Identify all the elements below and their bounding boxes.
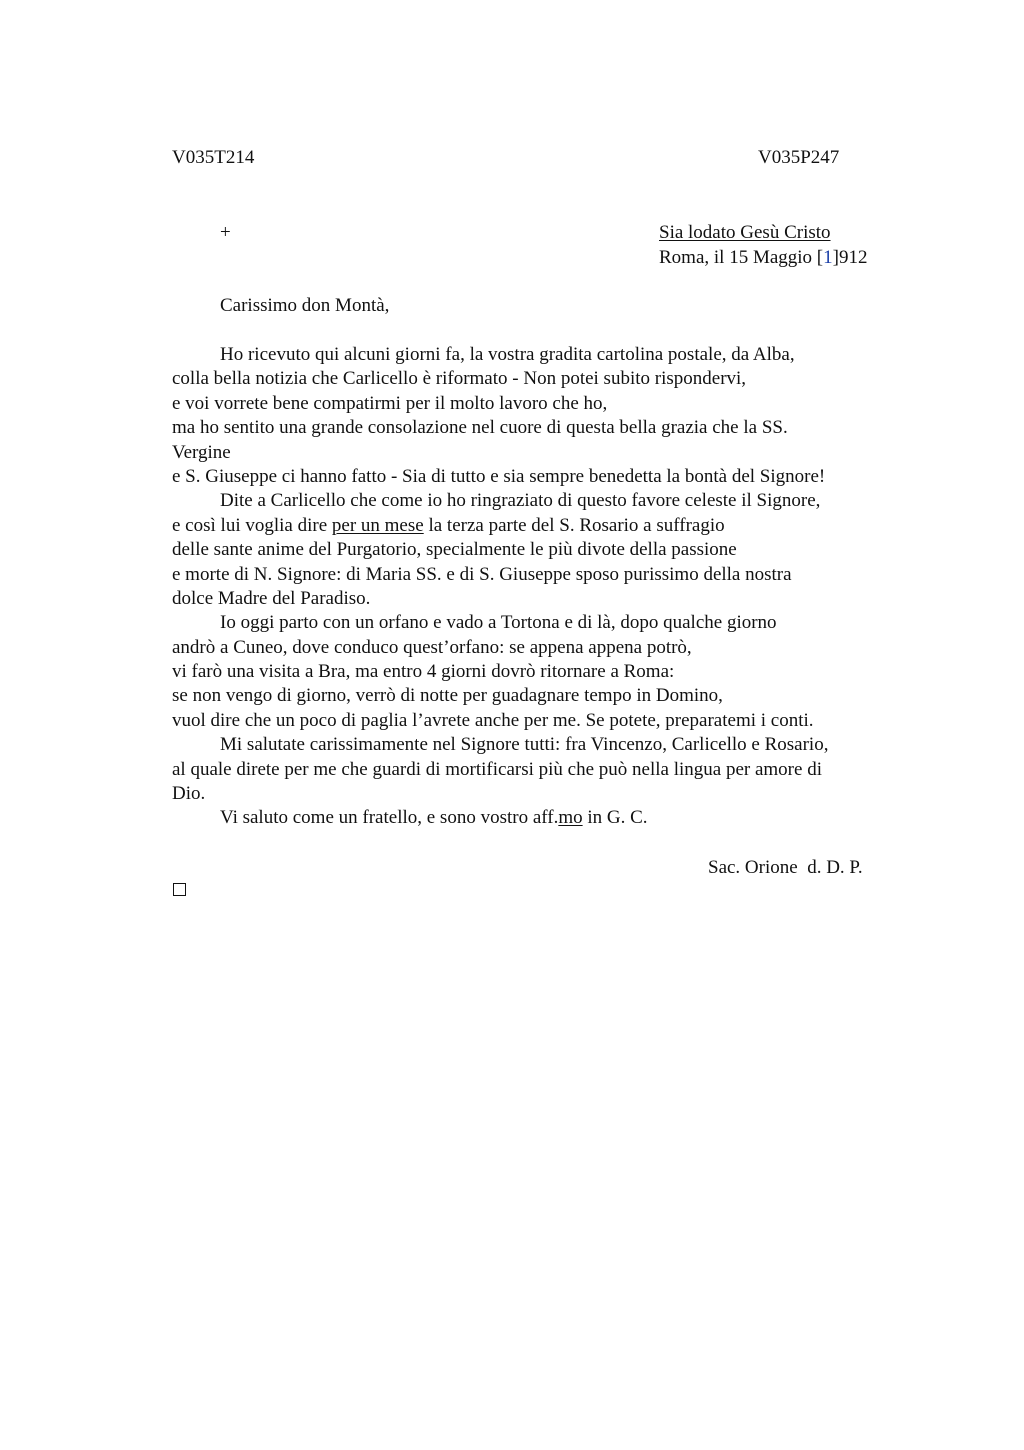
salutation: Carissimo don Montà,	[220, 295, 390, 316]
place-date-prefix: Roma, il 15 Maggio [	[659, 246, 824, 268]
document-code-right: V035P247	[758, 147, 840, 168]
place-date	[659, 246, 867, 271]
document-code-left: V035T214	[172, 147, 255, 168]
body-line	[172, 806, 892, 830]
body-text-segment: la terza parte del S. Rosario a suffragio	[423, 514, 725, 536]
body-line: se non vengo di giorno, verrò di notte per guadagnare tempo in Domino,	[172, 685, 723, 707]
body-line: Mi salutate carissimamente nel Signore tutti: fra Vincenzo, Carlicello e Rosario,	[220, 734, 829, 756]
body-text-segment: in G. C.	[582, 807, 648, 829]
body-line: andrò a Cuneo, dove conduco quest’orfano: se appena appena potrò,	[172, 636, 692, 658]
body-line: e morte di N. Signore: di Maria SS. e di S. Giuseppe sposo purissimo della nostra	[172, 563, 792, 585]
cross-symbol: +	[220, 222, 231, 243]
underlined-abbreviation: mo	[558, 807, 583, 829]
letter-heading	[659, 221, 867, 270]
body-line: vuol dire che un poco di paglia l’avrete anche per me. Se potete, preparatemi i conti.	[172, 709, 814, 731]
body-line: Io oggi parto con un orfano e vado a Tortona e di là, dopo qualche giorno	[220, 612, 777, 634]
end-square-icon	[173, 883, 186, 896]
body-line: Vergine	[172, 441, 231, 463]
body-line: Dite a Carlicello che come io ho ringraziato di questo favore celeste il Signore,	[220, 490, 821, 512]
underlined-phrase: per un mese	[331, 514, 424, 536]
body-line: vi farò una visita a Bra, ma entro 4 giorni dovrò ritornare a Roma:	[172, 661, 675, 683]
body-line: dolce Madre del Paradiso.	[172, 587, 371, 609]
letter-body	[172, 343, 892, 831]
signature: Sac. Orione d. D. P.	[708, 857, 863, 878]
body-line: Ho ricevuto qui alcuni giorni fa, la vostra gradita cartolina postale, da Alba,	[220, 344, 795, 365]
body-text-segment: e così lui voglia dire	[172, 514, 332, 536]
body-line	[172, 514, 892, 538]
place-date-suffix: ]912	[832, 246, 868, 268]
body-line: e voi vorrete bene compatirmi per il molto lavoro che ho,	[172, 392, 608, 414]
editorial-insertion: 1	[823, 246, 833, 268]
body-line: ma ho sentito una grande consolazione nel cuore di questa bella grazia che la SS.	[172, 417, 788, 439]
body-text-segment: Vi saluto come un fratello, e sono vostro aff.	[220, 807, 559, 829]
body-line: e S. Giuseppe ci hanno fatto - Sia di tutto e sia sempre benedetta la bontà del Signore!	[172, 465, 826, 487]
body-line: Dio.	[172, 783, 206, 805]
body-line: al quale direte per me che guardi di mortificarsi più che può nella lingua per amore di	[172, 758, 822, 780]
body-line: delle sante anime del Purgatorio, specialmente le più divote della passione	[172, 539, 737, 561]
invocation: Sia lodato Gesù Cristo	[659, 222, 831, 243]
body-line: colla bella notizia che Carlicello è riformato - Non potei subito rispondervi,	[172, 368, 747, 390]
